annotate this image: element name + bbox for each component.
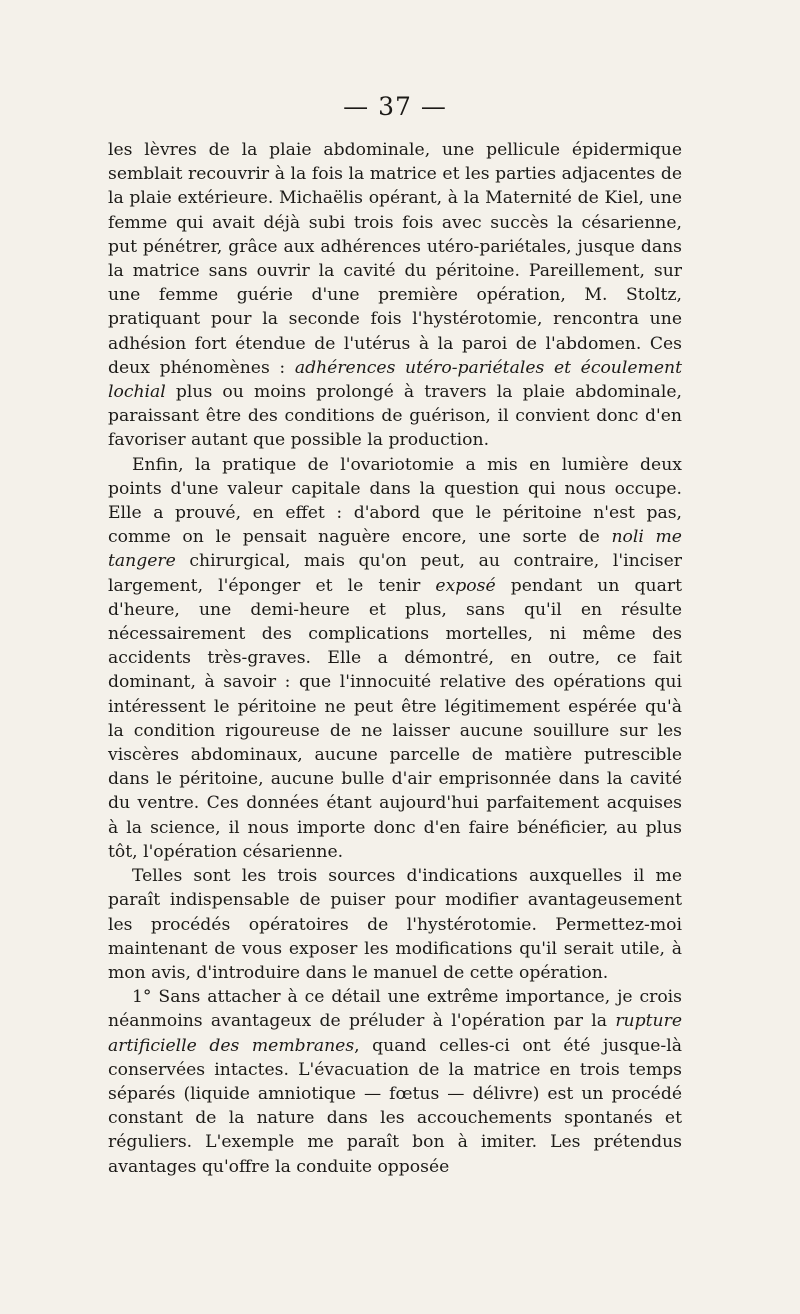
p2-text-1: Enfin, la pratique de l'ovariotomie a mis en lumière deux points d'une valeur capitale dans la question qui nous occupe. Elle a prouvé, en effet : d'abord que le péritoine n'est pas, comme on le pensait naguère encore, une sorte de (108, 454, 682, 548)
p4-italic-1: rupture artificielle des membranes (108, 1011, 682, 1056)
p4-text-2: , quand celles-ci ont été jusque-là conservées intactes. L'évacuation de la matrice en trois temps séparés (liquide amniotique — fœtus — délivre) est un procédé constant de la nature dans les accouchements spontanés et réguliers. L'exemple me paraît bon à imiter. Les prétendus avantages qu'offre la conduite opposée (108, 1035, 682, 1177)
p2-text-3: pendant un quart d'heure, une demi-heure et plus, sans qu'il en résulte nécessairement des complications mortelles, ni même des accidents très-graves. Elle a démontré, en outre, ce fait dominant, à savoir : que l'innocuité relative des opérations qui intéressent le péritoine ne peut être légitimement espérée qu'à la condition rigoureuse de ne laisser aucune souillure sur les viscères abdominaux, aucune parcelle de matière putrescible dans le péritoine, aucune bulle d'air emprisonnée dans la cavité du ventre. Ces données étant aujourd'hui parfaitement acquises à la science, il nous importe donc d'en faire bénéficier, au plus tôt, l'opération césarienne. (108, 575, 682, 862)
paragraph-4 (108, 985, 682, 1179)
paragraph-1 (108, 138, 682, 453)
p2-italic-1: noli me tangere (108, 527, 682, 572)
paragraph-2 (108, 453, 682, 864)
p1-italic-1: adhérences utéro-pariétales et écoulement lochial (108, 357, 682, 403)
p1-text-1: les lèvres de la plaie abdominale, une pellicule épidermique semblait recouvrir à la fois la matrice et les parties adjacentes de la plaie extérieure. Michaëlis opérant, à la Maternité de Kiel, une femme qui avait déjà subi trois fois avec succès la césarienne, put pénétrer, grâce aux adhérences utéro-pariétales, jusque dans la matrice sans ouvrir la cavité du péritoine. Pareillement, sur une femme guérie d'une première opération, M. Stoltz, pratiquant pour la seconde fois l'hystérotomie, rencontra une adhésion fort étendue de l'utérus à la paroi de l'abdomen. Ces deux phénomènes : (108, 140, 682, 378)
p1-text-2: plus ou moins prolongé à travers la plaie abdominale, paraissant être des conditions de guérison, il convient donc d'en favoriser autant que possible la production. (108, 382, 682, 451)
p2-italic-2: exposé (435, 575, 496, 596)
p4-text-1: 1° Sans attacher à ce détail une extrême importance, je crois néanmoins avantageux de préluder à l'opération par la (108, 987, 682, 1032)
body-text (108, 138, 682, 1179)
page-number: — 37 — (343, 92, 447, 121)
p2-text-2: chirurgical, mais qu'on peut, au contraire, l'inciser largement, l'éponger et le tenir (108, 551, 682, 596)
p3-text-1: Telles sont les trois sources d'indications auxquelles il me paraît indispensable de puiser pour modifier avantageusement les procédés opératoires de l'hystérotomie. Permettez-moi maintenant de vous exposer les modifications qu'il serait utile, à mon avis, d'introduire dans le manuel de cette opération. (108, 866, 682, 983)
paragraph-3 (108, 864, 682, 985)
